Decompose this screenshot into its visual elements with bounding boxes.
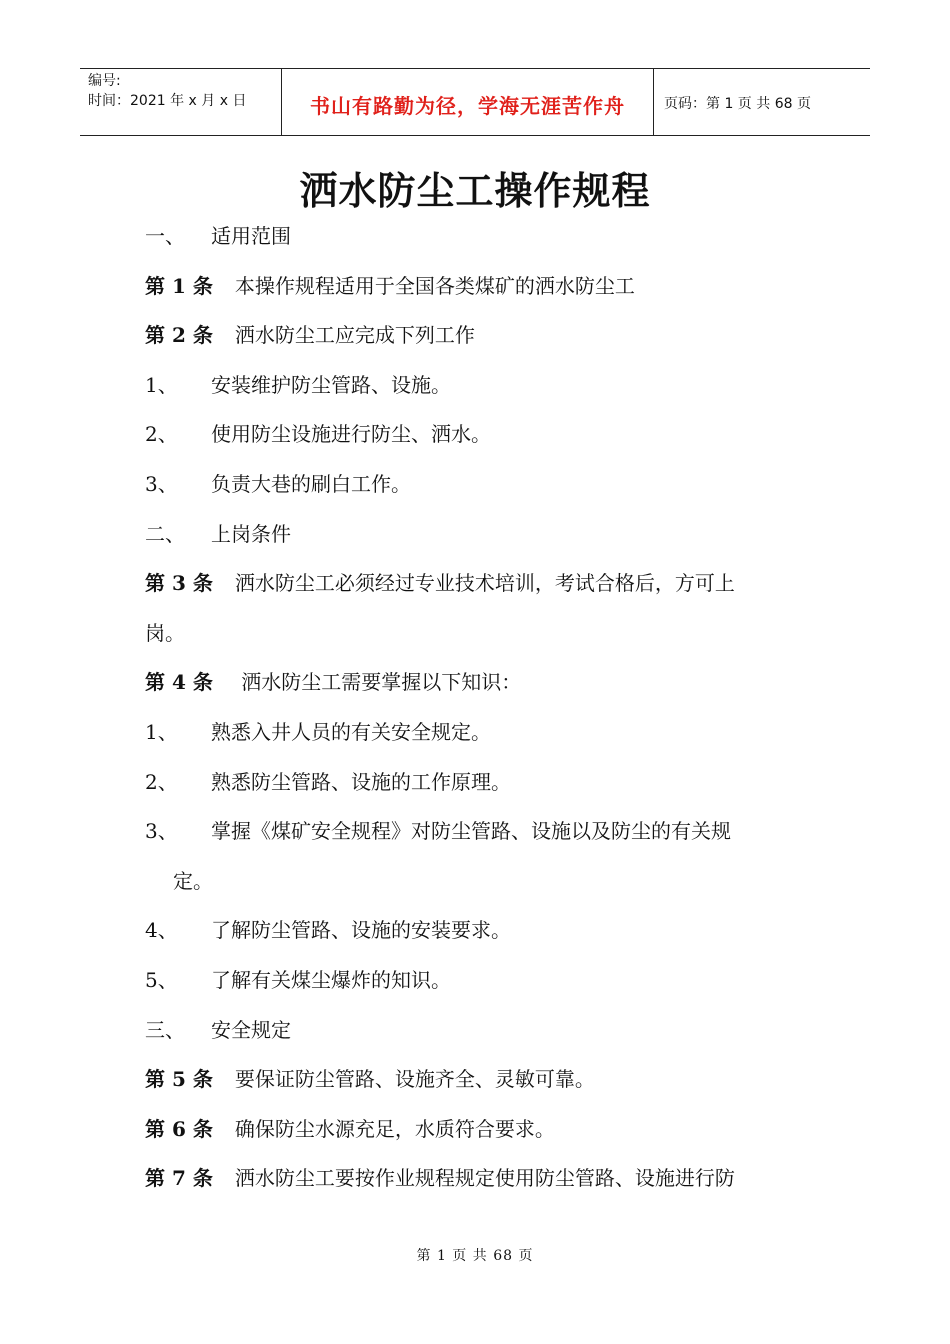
article-line	[145, 569, 735, 597]
item-number: 2、	[145, 769, 178, 794]
date-label: 时间：2021 年 x 月 x 日	[88, 93, 247, 109]
item-text: 熟悉入井人员的有关安全规定。	[211, 720, 491, 744]
list-item	[145, 817, 731, 845]
item-number: 一、	[145, 224, 185, 248]
list-item	[145, 420, 491, 448]
list-item	[145, 966, 451, 994]
motto-text: 书山有路勤为径，学海无涯苦作舟	[310, 93, 625, 118]
article-text: 洒水防尘工必须经过专业技术培训，考试合格后，方可上	[234, 571, 735, 596]
list-item	[145, 520, 291, 548]
item-number: 二、	[145, 521, 185, 546]
item-text: 了解防尘管路、设施的安装要求。	[211, 918, 511, 943]
item-text: 掌握《煤矿安全规程》对防尘管路、设施以及防尘的有关规	[211, 819, 731, 844]
article-text: 洒水防尘工要按作业规程规定使用防尘管路、设施进行防	[234, 1166, 735, 1191]
article-number: 第 1 条	[145, 273, 213, 298]
item-number: 4、	[145, 918, 178, 943]
item-text: 上岗条件	[211, 521, 291, 546]
item-text: 使用防尘设施进行防尘、洒水。	[211, 422, 491, 447]
list-item	[145, 222, 291, 250]
article-number: 第 6 条	[145, 1116, 213, 1141]
item-number: 三、	[145, 1017, 185, 1042]
list-item	[145, 718, 491, 746]
item-number: 1、	[145, 372, 178, 397]
article-line	[145, 668, 521, 696]
item-text: 安装维护防尘管路、设施。	[211, 372, 451, 397]
list-item	[145, 916, 511, 944]
header-table	[80, 68, 870, 136]
item-number: 1、	[145, 720, 178, 744]
article-line	[145, 272, 635, 300]
article-text: 要保证防尘管路、设施齐全、灵敏可靠。	[234, 1067, 595, 1092]
article-number: 第 7 条	[145, 1166, 213, 1191]
article-line	[145, 1115, 555, 1143]
article-text: 洒水防尘工需要掌握以下知识：	[234, 670, 522, 695]
item-number: 3、	[145, 819, 178, 844]
page-footer: 第 1 页 共 68 页	[416, 1248, 534, 1264]
item-text: 安全规定	[211, 1017, 291, 1042]
continuation-text: 定。	[173, 868, 213, 893]
header-motto-cell	[282, 69, 654, 135]
header-meta-cell	[80, 69, 282, 135]
article-number: 第 4 条	[145, 670, 213, 695]
item-text: 适用范围	[211, 224, 291, 248]
article-line	[145, 1164, 735, 1192]
list-item	[145, 1016, 291, 1044]
item-text: 负责大巷的刷白工作。	[211, 472, 411, 496]
article-number: 第 3 条	[145, 571, 213, 596]
item-number: 5、	[145, 968, 178, 992]
item-text: 了解有关煤尘爆炸的知识。	[211, 968, 451, 992]
article-number: 第 5 条	[145, 1067, 213, 1092]
article-number: 第 2 条	[145, 323, 213, 348]
list-item	[145, 371, 451, 399]
code-label: 编号:	[88, 73, 121, 89]
list-item	[145, 470, 411, 498]
article-text: 本操作规程适用于全国各类煤矿的洒水防尘工	[234, 273, 635, 298]
item-number: 2、	[145, 422, 178, 447]
article-line	[145, 321, 475, 349]
page-info: 页码：第 1 页 共 68 页	[664, 96, 811, 112]
header-page-cell	[654, 69, 870, 135]
article-text: 洒水防尘工应完成下列工作	[234, 323, 475, 348]
article-line	[145, 1065, 595, 1093]
continuation-text: 岗。	[145, 620, 185, 645]
document-title: 洒水防尘工操作规程	[299, 168, 651, 213]
item-number: 3、	[145, 472, 178, 496]
item-text: 熟悉防尘管路、设施的工作原理。	[211, 769, 511, 794]
list-item	[145, 768, 511, 796]
article-text: 确保防尘水源充足，水质符合要求。	[234, 1116, 555, 1141]
